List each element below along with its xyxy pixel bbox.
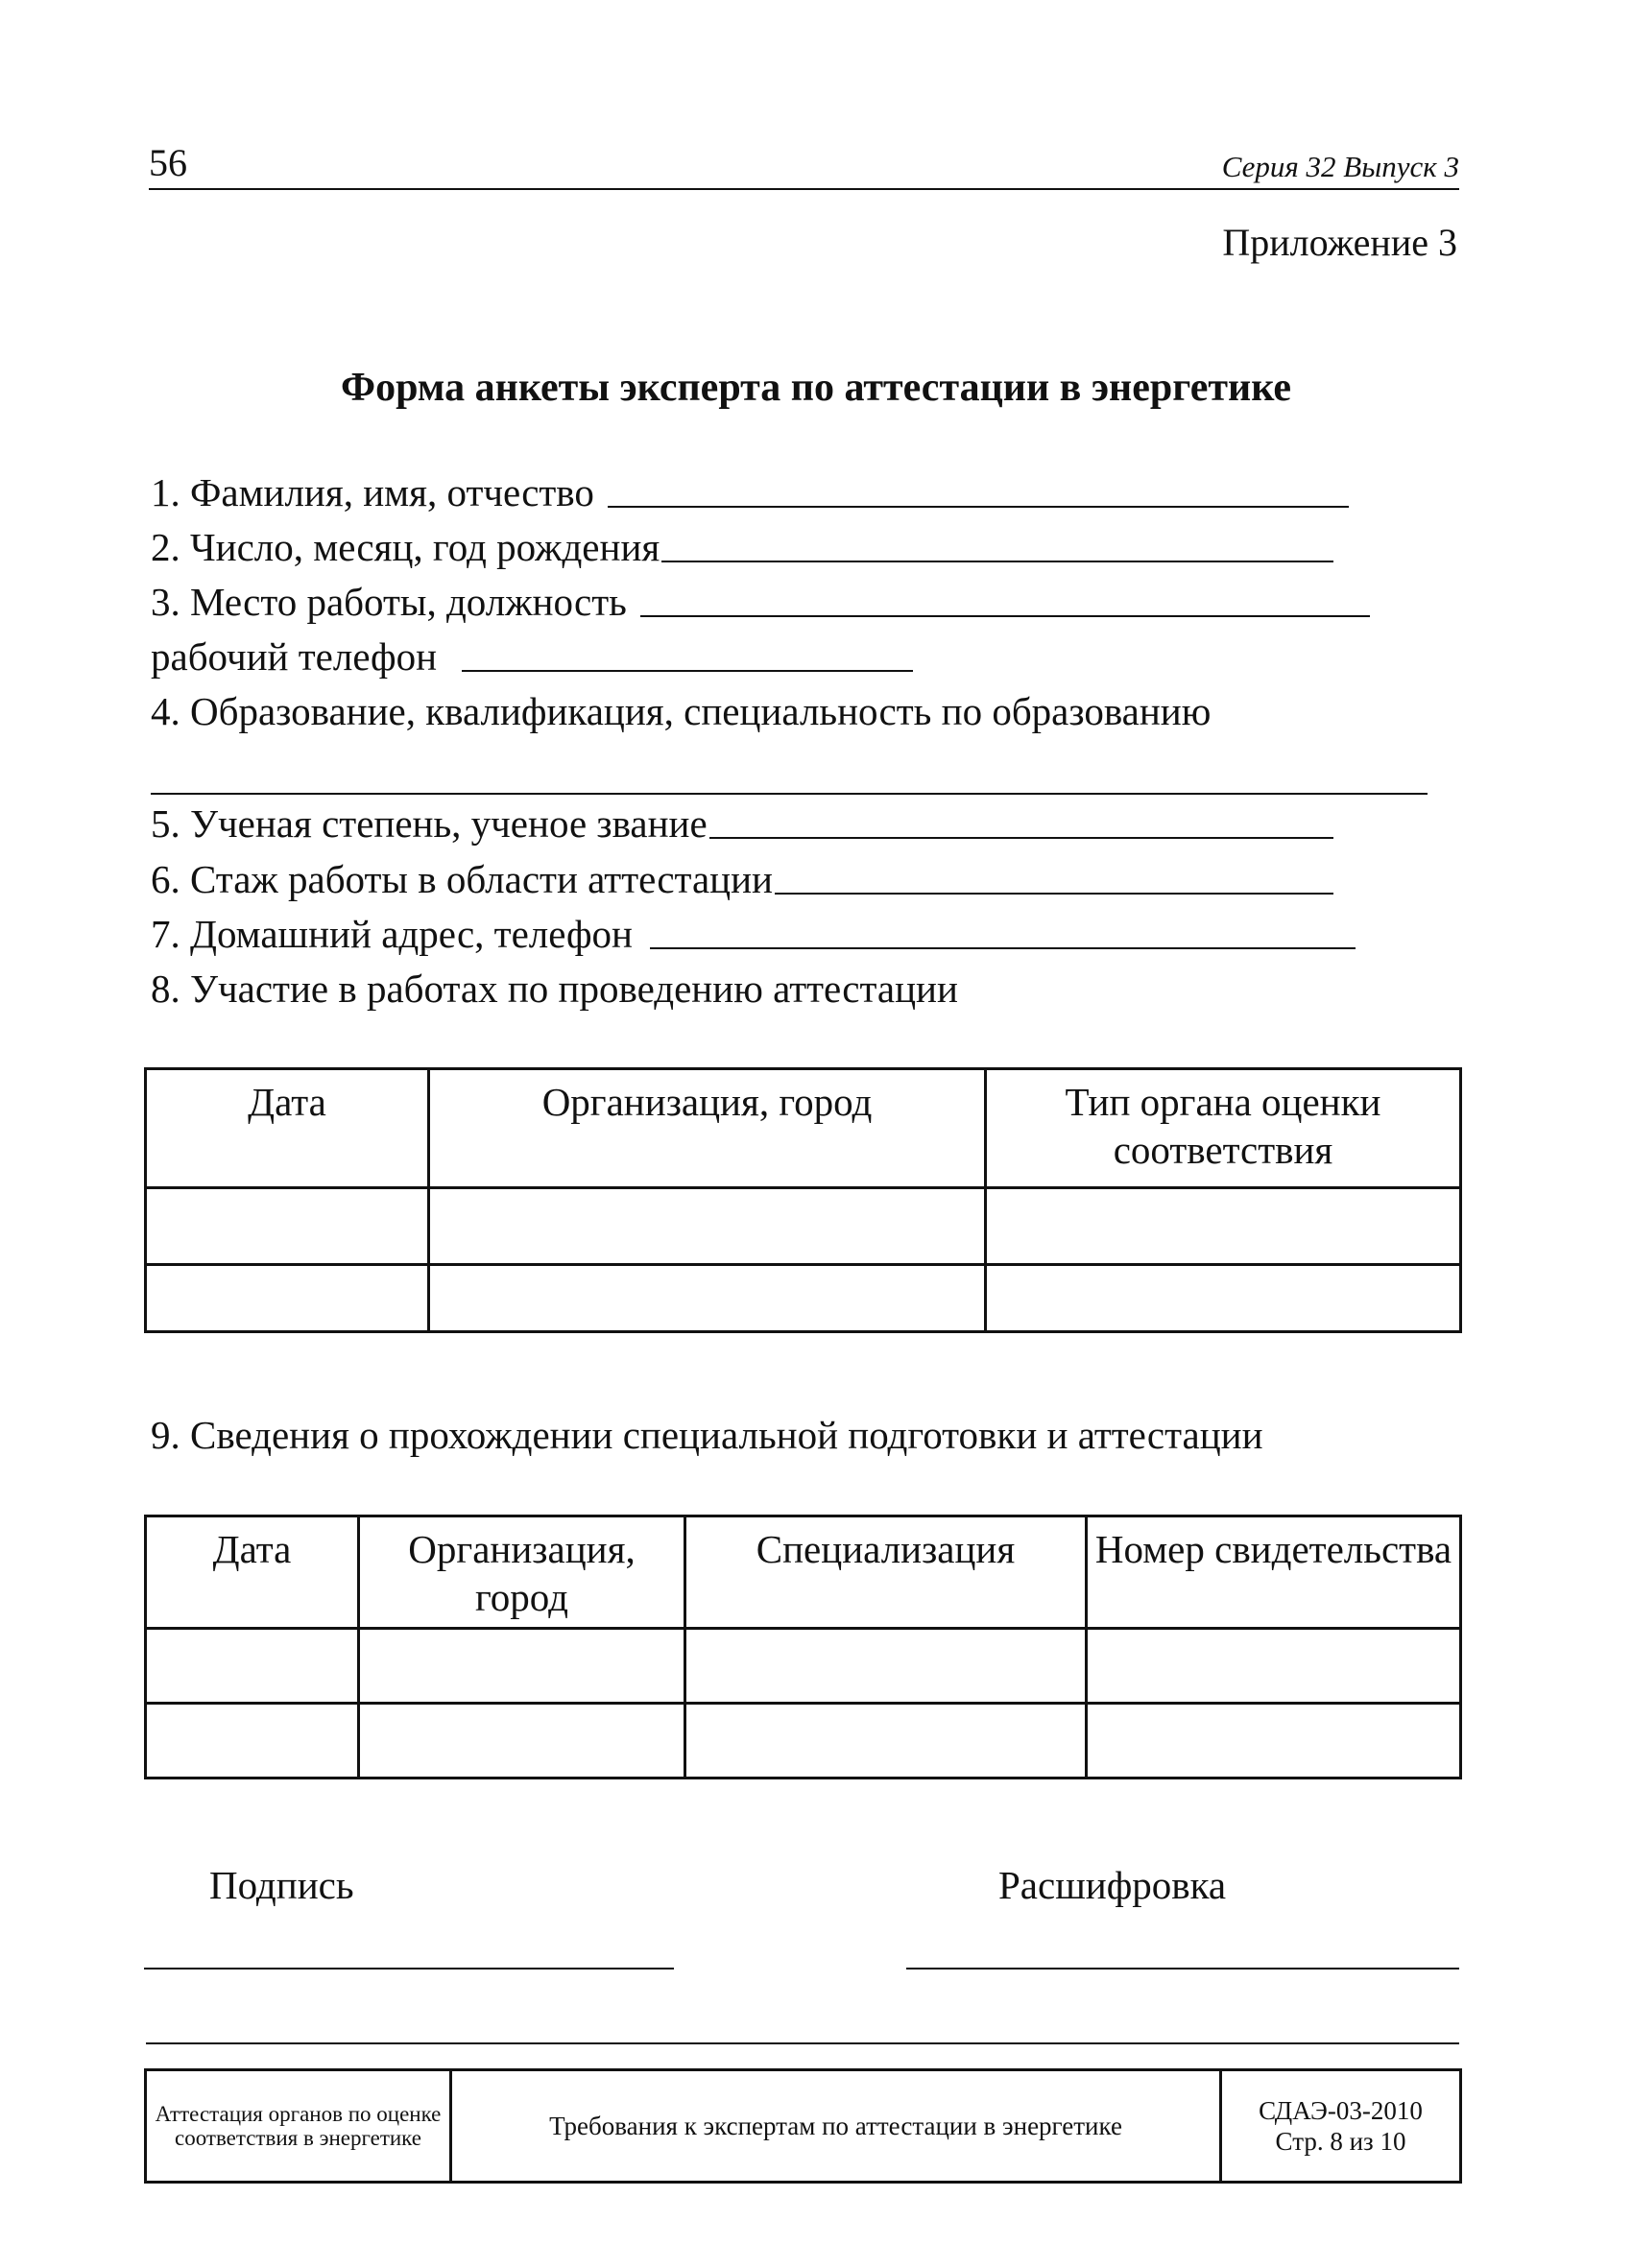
field-full-name xyxy=(151,470,1349,514)
header-divider xyxy=(149,188,1459,190)
fill-line[interactable] xyxy=(640,615,1370,617)
footer-code: СДАЭ-03-2010 xyxy=(1259,2096,1423,2125)
decoding-label: Расшифровка xyxy=(998,1863,1227,1907)
table-cell[interactable] xyxy=(429,1188,986,1265)
col-header-organization: Организация, город xyxy=(429,1069,986,1188)
field-label: 5. Ученая степень, ученое звание xyxy=(151,801,708,846)
col-header-date: Дата xyxy=(146,1516,359,1629)
field-participation xyxy=(151,969,958,1009)
table-cell[interactable] xyxy=(429,1265,986,1332)
field-label: рабочий телефон xyxy=(151,634,438,679)
field-home-address xyxy=(151,912,1356,956)
table-row xyxy=(146,1265,1461,1332)
appendix-label: Приложение 3 xyxy=(1222,221,1457,264)
col-header-date: Дата xyxy=(146,1069,429,1188)
footer-page: Стр. 8 из 10 xyxy=(1275,2127,1406,2156)
footer-document-title: Требования к экспертам по аттестации в энергетике xyxy=(451,2070,1221,2183)
table-cell[interactable] xyxy=(359,1704,685,1779)
footer-stamp xyxy=(144,2068,1462,2184)
field-experience xyxy=(151,857,1333,901)
col-header-specialization: Специализация xyxy=(685,1516,1087,1629)
signature-line[interactable] xyxy=(144,1968,674,1970)
field-label: 7. Домашний адрес, телефон xyxy=(151,912,633,956)
table-cell[interactable] xyxy=(986,1188,1461,1265)
training-table xyxy=(144,1515,1462,1779)
table-header-row xyxy=(146,1069,1461,1188)
field-work-phone xyxy=(151,634,913,679)
col-header-certificate-number: Номер свидетельства xyxy=(1087,1516,1461,1629)
field-label: 8. Участие в работах по проведению аттестации xyxy=(151,967,958,1011)
table-cell[interactable] xyxy=(1087,1704,1461,1779)
table-row xyxy=(146,1629,1461,1704)
series-title: Серия 32 Выпуск 3 xyxy=(1221,150,1459,183)
table-header-row xyxy=(146,1516,1461,1629)
form-title: Форма анкеты эксперта по аттестации в энергетике xyxy=(341,366,1291,410)
participation-table xyxy=(144,1067,1462,1333)
field-label: 2. Число, месяц, год рождения xyxy=(151,525,660,569)
section-training xyxy=(151,1413,1263,1457)
field-label: 1. Фамилия, имя, отчество xyxy=(151,470,594,514)
footer-document-series: Аттестация органов по оценке соответствия в энергетике xyxy=(146,2070,451,2183)
table-cell[interactable] xyxy=(146,1704,359,1779)
table-row xyxy=(146,1704,1461,1779)
table-cell[interactable] xyxy=(685,1704,1087,1779)
table-cell[interactable] xyxy=(146,1188,429,1265)
field-workplace xyxy=(151,580,1370,624)
decoding-line[interactable] xyxy=(906,1968,1459,1970)
table-cell[interactable] xyxy=(1087,1629,1461,1704)
fill-line[interactable] xyxy=(608,506,1349,508)
field-birth-date xyxy=(151,525,1333,569)
footer-divider xyxy=(146,2042,1459,2044)
fill-line[interactable] xyxy=(775,893,1333,895)
fill-line[interactable] xyxy=(462,670,913,672)
section-title: 9. Сведения о прохождении специальной подготовки и аттестации xyxy=(151,1413,1263,1457)
table-cell[interactable] xyxy=(685,1629,1087,1704)
table-cell[interactable] xyxy=(146,1265,429,1332)
col-header-organization: Организация, город xyxy=(359,1516,685,1629)
table-cell[interactable] xyxy=(359,1629,685,1704)
field-label: 6. Стаж работы в области аттестации xyxy=(151,857,773,901)
signature-label: Подпись xyxy=(209,1863,354,1907)
table-row xyxy=(146,1188,1461,1265)
field-label: 4. Образование, квалификация, специальность по образованию xyxy=(151,689,1212,733)
table-cell[interactable] xyxy=(146,1629,359,1704)
col-header-body-type: Тип органа оценки соответствия xyxy=(986,1069,1461,1188)
footer-document-id xyxy=(1221,2070,1461,2183)
table-cell[interactable] xyxy=(986,1265,1461,1332)
field-education xyxy=(151,689,1212,733)
fill-line-education[interactable] xyxy=(151,793,1428,795)
fill-line[interactable] xyxy=(661,561,1333,562)
page-number: 56 xyxy=(149,141,187,184)
field-academic-degree xyxy=(151,801,1333,846)
field-label: 3. Место работы, должность xyxy=(151,580,627,624)
fill-line[interactable] xyxy=(709,837,1333,839)
fill-line[interactable] xyxy=(650,947,1356,949)
